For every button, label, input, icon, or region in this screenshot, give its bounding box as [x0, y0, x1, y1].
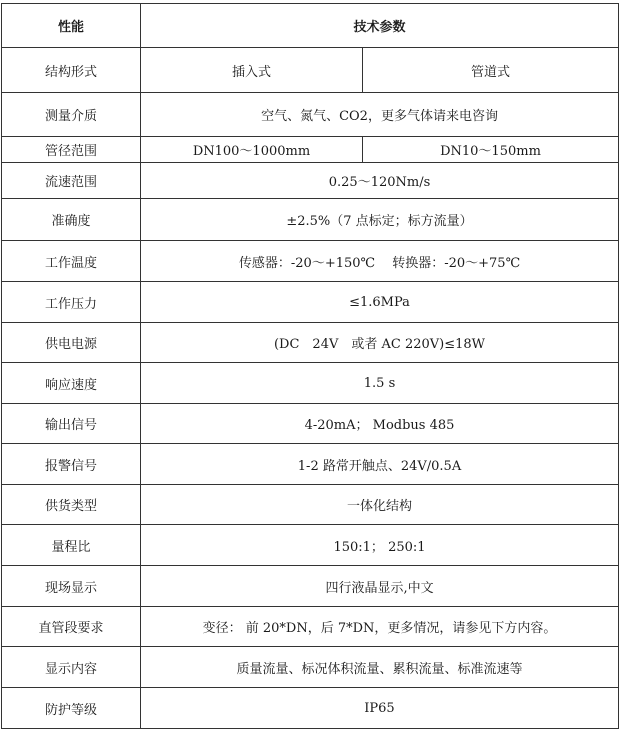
row-value: ±2.5%（7 点标定；标方流量）	[141, 199, 619, 241]
row-value-insertion: 插入式	[141, 48, 363, 93]
table-row	[2, 282, 619, 323]
table-row	[2, 525, 619, 566]
header-performance: 性能	[2, 4, 141, 48]
row-value: 质量流量、标况体积流量、累积流量、标准流速等	[141, 647, 619, 688]
row-label: 量程比	[2, 525, 141, 566]
row-value: 变径： 前 20*DN，后 7*DN，更多情况，请参见下方内容。	[141, 607, 619, 647]
row-value: IP65	[141, 688, 619, 729]
table-row	[2, 566, 619, 607]
table-row	[2, 163, 619, 199]
row-value: 0.25～120Nm/s	[141, 163, 619, 199]
row-label: 供电电源	[2, 323, 141, 363]
row-label: 工作压力	[2, 282, 141, 323]
table-row	[2, 607, 619, 647]
table-row	[2, 93, 619, 137]
row-label: 显示内容	[2, 647, 141, 688]
row-value: 四行液晶显示,中文	[141, 566, 619, 607]
table-row	[2, 444, 619, 485]
row-label: 防护等级	[2, 688, 141, 729]
row-value: 传感器：-20～+150℃ 转换器：-20～+75℃	[141, 241, 619, 282]
row-value: 150:1； 250:1	[141, 525, 619, 566]
row-value: 空气、氮气、CO2，更多气体请来电咨询	[141, 93, 619, 137]
header-row	[2, 4, 619, 48]
row-label: 现场显示	[2, 566, 141, 607]
row-label: 输出信号	[2, 404, 141, 444]
table-row	[2, 323, 619, 363]
row-value: 1.5 s	[141, 363, 619, 404]
row-value: (DC 24V 或者 AC 220V)≤18W	[141, 323, 619, 363]
row-value-pipeline: 管道式	[363, 48, 619, 93]
row-label: 工作温度	[2, 241, 141, 282]
table-row	[2, 485, 619, 525]
row-label: 准确度	[2, 199, 141, 241]
row-label: 报警信号	[2, 444, 141, 485]
table-row	[2, 199, 619, 241]
table-row	[2, 48, 619, 93]
row-value: 一体化结构	[141, 485, 619, 525]
table-row	[2, 363, 619, 404]
table-row	[2, 241, 619, 282]
row-value: 1-2 路常开触点、24V/0.5A	[141, 444, 619, 485]
row-label: 直管段要求	[2, 607, 141, 647]
row-label: 结构形式	[2, 48, 141, 93]
row-label: 流速范围	[2, 163, 141, 199]
row-value: ≤1.6MPa	[141, 282, 619, 323]
row-value-pipeline: DN10～150mm	[363, 137, 619, 163]
row-label: 供货类型	[2, 485, 141, 525]
row-value-insertion: DN100～1000mm	[141, 137, 363, 163]
table-row	[2, 137, 619, 163]
row-label: 响应速度	[2, 363, 141, 404]
table-row	[2, 688, 619, 729]
row-label: 管径范围	[2, 137, 141, 163]
header-tech-params: 技术参数	[141, 4, 619, 48]
row-value: 4-20mA； Modbus 485	[141, 404, 619, 444]
row-label: 测量介质	[2, 93, 141, 137]
table-row	[2, 404, 619, 444]
spec-table	[1, 3, 619, 729]
table-row	[2, 647, 619, 688]
